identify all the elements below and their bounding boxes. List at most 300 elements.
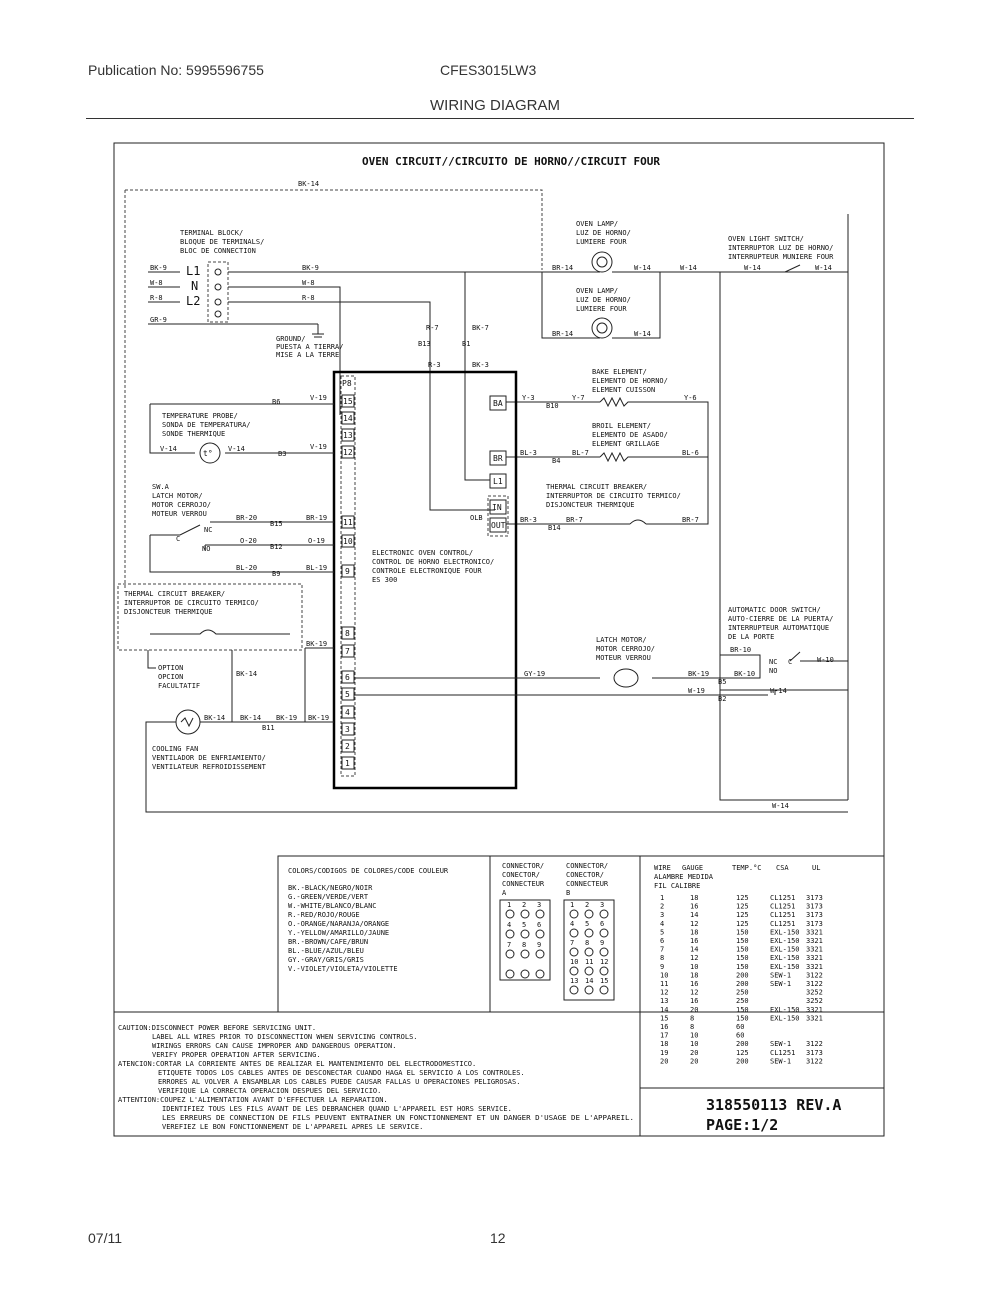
connector-pin-number: 7	[570, 939, 575, 947]
wire-table-cell: 200	[736, 1057, 749, 1066]
label-bk14-d: BK-14	[240, 714, 262, 722]
svg-text:P8: P8	[342, 379, 352, 388]
label-b10: B10	[546, 402, 559, 410]
label-b3: B3	[278, 450, 287, 458]
connector-pin-number: 8	[585, 939, 590, 947]
svg-text:ETIQUETE TODOS LOS CABLES ANTE: ETIQUETE TODOS LOS CABLES ANTES DE DESCONECTAR CUANDO HAGA EL SERVICIO A LOS CONTROLES.	[158, 1069, 525, 1077]
label-gr9: GR-9	[150, 316, 167, 324]
label-w14-d: W-14	[744, 264, 761, 272]
label-b2: B2	[718, 695, 727, 703]
label-w8-left: W-8	[150, 279, 163, 287]
wire-table-cell: 60	[736, 1031, 745, 1040]
connector-pin-number: 9	[600, 939, 605, 947]
wire-table-cell: 4	[660, 919, 665, 928]
wire-table-cell: 14	[660, 1005, 669, 1014]
diagram-title: OVEN CIRCUIT//CIRCUITO DE HORNO//CIRCUIT FOUR	[362, 155, 661, 168]
svg-text:CONECTOR/: CONECTOR/	[502, 871, 540, 879]
relay-pins	[470, 396, 508, 536]
wire-table-cell: 8	[660, 954, 665, 963]
wire-table-cell: 250	[736, 988, 749, 997]
label-w14-a: W-14	[634, 264, 651, 272]
label-b4: B4	[552, 457, 561, 465]
wire-table-cell: 3321	[806, 1014, 823, 1023]
connector-pin	[536, 930, 544, 938]
wire-table-cell: EXL-150	[770, 954, 800, 963]
label-br14-b: BR-14	[552, 330, 574, 338]
svg-text:UL: UL	[812, 864, 821, 872]
label-w19: W-19	[688, 687, 705, 695]
label-b1: B1	[462, 340, 471, 348]
label-bl3: BL-3	[520, 449, 537, 457]
label-br7-a: BR-7	[566, 516, 583, 524]
label-v14-b: V-14	[228, 445, 245, 453]
svg-text:BK.-BLACK/NEGRO/NOIR: BK.-BLACK/NEGRO/NOIR	[288, 884, 373, 892]
wire-table-cell: 125	[736, 894, 749, 902]
wire-table-cell: 3122	[806, 980, 823, 988]
ground-label-1: GROUND/	[276, 335, 306, 343]
svg-text:CONNECTOR/: CONNECTOR/	[566, 862, 609, 870]
wire-gauge-table	[654, 864, 823, 1065]
cooling-fan-label-2: VENTILADOR DE ENFRIAMIENTO/	[152, 754, 266, 762]
label-y6: Y-6	[684, 394, 697, 402]
label-w14-f: W-14	[772, 802, 789, 810]
thermal-breaker-right-2: INTERRUPTOR DE CIRCUITO TERMICO/	[546, 492, 681, 500]
label-b5: B5	[718, 678, 727, 686]
broil-element-label-3: ELEMENT GRILLAGE	[592, 440, 660, 448]
connector-pin	[585, 948, 593, 956]
svg-text:FIL CALIBRE: FIL CALIBRE	[654, 882, 701, 890]
wire-table-cell: 200	[736, 980, 749, 988]
wire-table-cell: 3122	[806, 971, 823, 980]
ground-label-2: PUESTA A TIERRA/	[276, 343, 344, 351]
wire-table-cell: 3321	[806, 937, 823, 945]
label-door-nc: NC	[769, 658, 778, 666]
control-pin-strip	[341, 376, 355, 776]
label-door-c: C	[788, 658, 793, 666]
connector-pin	[600, 929, 608, 937]
connector-pin-number: 5	[522, 921, 527, 929]
label-b14: B14	[548, 524, 561, 532]
svg-text:6: 6	[345, 673, 350, 682]
label-w14-c: W-14	[634, 330, 651, 338]
wire-table-cell: 200	[736, 1040, 749, 1049]
svg-text:INTERRUPTEUR MUNIERE FOUR: INTERRUPTEUR MUNIERE FOUR	[728, 253, 834, 261]
label-w14-e: W-14	[815, 264, 832, 272]
wire-table-cell: 17	[660, 1031, 669, 1040]
label-v14-a: V-14	[160, 445, 177, 453]
connector-pin-number: 12	[600, 958, 609, 966]
wire-table-cell: EXL-150	[770, 962, 800, 971]
wire-table-cell: 18	[690, 971, 699, 980]
wire-table-cell: 12	[690, 954, 699, 963]
connector-pin	[585, 986, 593, 994]
wire-table-cell: 3321	[806, 1005, 823, 1014]
terminal-l2: L2	[186, 294, 201, 308]
wire-table-cell: 150	[736, 945, 749, 954]
caution-notes	[118, 1024, 634, 1131]
footer-page-number: 12	[490, 1230, 506, 1246]
wire-table-cell: CL1251	[770, 894, 796, 902]
label-bk10: BK-10	[734, 670, 756, 678]
svg-text:BA: BA	[493, 399, 503, 408]
wire-table-cell: CL1251	[770, 911, 796, 920]
svg-text:OVEN LAMP/: OVEN LAMP/	[576, 220, 619, 228]
latch-switch-label-4: MOTEUR VERROU	[152, 510, 207, 518]
svg-text:12: 12	[343, 448, 353, 457]
wire-table-cell: SEW-1	[770, 971, 792, 980]
connector-pin	[521, 930, 529, 938]
model-number: CFES3015LW3	[440, 62, 537, 78]
connector-pin-number: 4	[507, 921, 512, 929]
publication-number: Publication No: 5995596755	[88, 62, 264, 78]
option-label-2: OPCION	[158, 673, 184, 681]
broil-element-label-2: ELEMENTO DE ASADO/	[592, 431, 668, 439]
wire-table-cell: 3	[660, 911, 665, 920]
label-bk7: BK-7	[472, 324, 489, 332]
connector-pin-number: 13	[570, 977, 579, 985]
wire-table-cell: 14	[690, 911, 699, 920]
wire-table-cell: 6	[660, 937, 665, 945]
terminal-block-label-2: BLOQUE DE TERMINALS/	[180, 238, 265, 246]
svg-text:Y.-YELLOW/AMARILLO/JAUNE: Y.-YELLOW/AMARILLO/JAUNE	[288, 929, 390, 937]
svg-text:CAUTION:DISCONNECT POWER BEFOR: CAUTION:DISCONNECT POWER BEFORE SERVICING UNIT.	[118, 1024, 317, 1032]
wire-table-cell: 3173	[806, 1048, 823, 1057]
connector-pin-number: 1	[507, 901, 512, 909]
svg-text:GAUGE: GAUGE	[682, 864, 704, 872]
wire-table-cell: 3252	[806, 997, 823, 1006]
colors-title: COLORS/CODIGOS DE COLORES/CODE COULEUR	[288, 867, 449, 875]
ground-symbol	[312, 324, 324, 337]
svg-text:L1: L1	[493, 477, 503, 486]
wire-table-cell: EXL-150	[770, 1005, 800, 1014]
wire-table-cell: 3173	[806, 902, 823, 911]
wire-table-cell: 10	[660, 971, 669, 980]
svg-text:1: 1	[345, 759, 350, 768]
door-switch-label-4: DE LA PORTE	[728, 633, 775, 641]
svg-text:W.-WHITE/BLANCO/BLANC: W.-WHITE/BLANCO/BLANC	[288, 902, 377, 910]
footer-date: 07/11	[88, 1230, 122, 1246]
connector-pin	[506, 930, 514, 938]
svg-text:4: 4	[345, 708, 350, 717]
wire-table-cell: 3173	[806, 894, 823, 902]
wire-table-cell: 8	[690, 1023, 695, 1031]
svg-text:INTERRUPTOR LUZ DE HORNO/: INTERRUPTOR LUZ DE HORNO/	[728, 244, 834, 252]
svg-text:10: 10	[343, 537, 353, 546]
door-switch-label-2: AUTO-CIERRE DE LA PUERTA/	[728, 615, 834, 623]
svg-text:ATTENTION:COUPEZ L'ALIMENTATIO: ATTENTION:COUPEZ L'ALIMENTATION AVANT D'EFFECTUER LA REPARATION.	[118, 1096, 388, 1104]
label-gy19: GY-19	[524, 670, 546, 678]
thermal-breaker-left-1: THERMAL CIRCUIT BREAKER/	[124, 590, 226, 598]
control-label-4: ES 300	[372, 576, 398, 584]
label-b6: B6	[272, 398, 281, 406]
option-label-1: OPTION	[158, 664, 184, 672]
svg-text:LUMIERE FOUR: LUMIERE FOUR	[576, 305, 627, 313]
wire-table-cell: 150	[736, 962, 749, 971]
connector-pin	[600, 948, 608, 956]
latch-motor-symbol	[614, 669, 638, 687]
label-bk3: BK-3	[472, 361, 489, 369]
label-bk14-b: BK-14	[236, 670, 258, 678]
label-w14-b: W-14	[680, 264, 697, 272]
cooling-fan-symbol	[176, 710, 200, 734]
wire-table-cell: CL1251	[770, 919, 796, 928]
wire-table-cell: 16	[690, 980, 699, 988]
latch-switch-label-2: LATCH MOTOR/	[152, 492, 203, 500]
svg-text:9: 9	[345, 567, 350, 576]
svg-text:BR: BR	[493, 454, 503, 463]
section-title: WIRING DIAGRAM	[430, 97, 560, 114]
connector-pin	[570, 948, 578, 956]
cooling-fan-label-1: COOLING FAN	[152, 745, 199, 753]
wire-table-cell: 20	[660, 1057, 669, 1066]
wire-table-cell: 3122	[806, 1057, 823, 1066]
wire-table-cell: SEW-1	[770, 1057, 792, 1066]
label-bk19-b: BK-19	[276, 714, 298, 722]
connector-pin-number: 9	[537, 941, 542, 949]
svg-text:LABEL ALL WIRES PRIOR TO DISCO: LABEL ALL WIRES PRIOR TO DISCONNECTION WHEN SERVICING CONTROLS.	[152, 1033, 418, 1041]
label-bk19-c: BK-19	[308, 714, 330, 722]
connector-pin-number: 8	[522, 941, 527, 949]
wire-r7	[340, 302, 495, 510]
thermal-breaker-left	[150, 630, 290, 634]
oven-lamp-top	[576, 220, 631, 272]
svg-text:2: 2	[345, 742, 350, 751]
label-r7: R-7	[426, 324, 439, 332]
label-br20: BR-20	[236, 514, 258, 522]
label-b11: B11	[262, 724, 275, 732]
label-nc: NC	[204, 526, 213, 534]
svg-text:14: 14	[343, 414, 353, 423]
wire-table-cell: 15	[660, 1014, 669, 1023]
probe-t-symbol: t°	[203, 449, 213, 458]
svg-text:WIRE: WIRE	[654, 864, 671, 872]
label-b13: B13	[418, 340, 431, 348]
wire-table-cell: SEW-1	[770, 980, 792, 988]
color-legend	[288, 884, 398, 973]
wire-table-cell: EXL-150	[770, 937, 800, 945]
label-w10: W-10	[817, 656, 834, 664]
label-bl7: BL-7	[572, 449, 589, 457]
connector-pin	[570, 967, 578, 975]
wire-table-cell: 5	[660, 928, 665, 937]
wire-table-cell: 12	[690, 919, 699, 928]
svg-text:V.-VIOLET/VIOLETA/VIOLETTE: V.-VIOLET/VIOLETA/VIOLETTE	[288, 965, 398, 973]
label-w8: W-8	[302, 279, 315, 287]
wire-table-cell: 150	[736, 954, 749, 963]
label-w14-g: W-14	[770, 687, 787, 695]
label-br19: BR-19	[306, 514, 328, 522]
wire-table-cell: CL1251	[770, 902, 796, 911]
wire-table-cell: 12	[660, 988, 669, 997]
connector-pin	[536, 910, 544, 918]
svg-text:CSA: CSA	[776, 864, 789, 872]
label-b15: B15	[270, 520, 283, 528]
connector-pin-number: 4	[570, 920, 575, 928]
wire-table-cell: 150	[736, 1014, 749, 1023]
connector-pin-number: 5	[585, 920, 590, 928]
wire-table-cell: EXL-150	[770, 928, 800, 937]
svg-text:VERIFIQUE LA CORRECTA OPERACIO: VERIFIQUE LA CORRECTA OPERACION DESPUES DEL SERVICIO.	[158, 1087, 382, 1095]
connector-pin	[570, 910, 578, 918]
connector-pin-number: 2	[522, 901, 527, 909]
wire-table-cell: 200	[736, 971, 749, 980]
svg-text:11: 11	[343, 518, 353, 527]
connector-pin	[570, 986, 578, 994]
svg-text:VEREFIEZ LE BON FONCTIONNEMENT: VEREFIEZ LE BON FONCTIONNEMENT DE L'APPAREIL APRES LE SERVICE.	[162, 1123, 424, 1131]
label-v19-a: V-19	[310, 394, 327, 402]
label-bl19: BL-19	[306, 564, 328, 572]
svg-text:B: B	[566, 889, 571, 897]
wire-table-cell: 16	[690, 937, 699, 945]
svg-text:3: 3	[345, 725, 350, 734]
control-label-2: CONTROL DE HORNO ELECTRONICO/	[372, 558, 495, 566]
control-label-3: CONTROLE ELECTRONIQUE FOUR	[372, 567, 482, 575]
wire-table-cell: 3173	[806, 911, 823, 920]
label-bk19-d: BK-19	[688, 670, 710, 678]
label-br7-b: BR-7	[682, 516, 699, 524]
svg-text:7: 7	[345, 647, 350, 656]
svg-text:15: 15	[343, 397, 353, 406]
label-o19: O-19	[308, 537, 325, 545]
connector-pin-number: 15	[600, 977, 609, 985]
wire-table-cell: CL1251	[770, 1048, 796, 1057]
thermal-breaker-right-1: THERMAL CIRCUIT BREAKER/	[546, 483, 648, 491]
svg-text:CONNECTEUR: CONNECTEUR	[566, 880, 609, 888]
label-br3: BR-3	[520, 516, 537, 524]
wire-table-cell: 18	[690, 928, 699, 937]
connector-pin-number: 11	[585, 958, 594, 966]
bake-element-label-2: ELEMENTO DE HORNO/	[592, 377, 668, 385]
wire-table-cell: 8	[690, 1014, 695, 1023]
connector-pin	[536, 950, 544, 958]
label-bk9-left: BK-9	[150, 264, 167, 272]
page-indicator: PAGE:1/2	[706, 1116, 779, 1134]
part-number: 318550113 REV.A	[706, 1096, 842, 1114]
wire-table-cell: 16	[660, 1023, 669, 1031]
svg-text:LUZ DE HORNO/: LUZ DE HORNO/	[576, 296, 631, 304]
connector-pin	[585, 967, 593, 975]
wire-table-cell: 150	[736, 1005, 749, 1014]
svg-text:BL.-BLUE/AZUL/BLEU: BL.-BLUE/AZUL/BLEU	[288, 947, 364, 955]
label-br10: BR-10	[730, 646, 752, 654]
connector-pin	[521, 910, 529, 918]
probe-label-1: TEMPERATURE PROBE/	[162, 412, 238, 420]
wire-table-cell: 10	[690, 962, 699, 971]
label-no: NO	[202, 545, 211, 553]
connector-pin	[506, 970, 514, 978]
wire-table-cell: 16	[690, 997, 699, 1006]
wire-table-cell: 19	[660, 1048, 669, 1057]
connector-pin	[600, 967, 608, 975]
option-label-3: FACULTATIF	[158, 682, 201, 690]
connector-pin	[585, 910, 593, 918]
terminal-block	[180, 229, 264, 322]
wire-table-cell: 20	[690, 1057, 699, 1066]
svg-text:CONNECTOR/: CONNECTOR/	[502, 862, 545, 870]
terminal-block-label-1: TERMINAL BLOCK/	[180, 229, 244, 237]
wire-table-cell: 3321	[806, 954, 823, 963]
connector-pin-number: 6	[537, 921, 542, 929]
wire-table-cell: 7	[660, 945, 665, 954]
wire-table-cell: 3122	[806, 1040, 823, 1049]
control-label-1: ELECTRONIC OVEN CONTROL/	[372, 549, 474, 557]
wire-table-cell: 60	[736, 1023, 745, 1031]
wire-table-cell: EXL-150	[770, 1014, 800, 1023]
connector-pin-number: 2	[585, 901, 590, 909]
connector-pin-number: 3	[537, 901, 542, 909]
terminal-block-label-3: BLOC DE CONNECTION	[180, 247, 256, 255]
connector-pin	[521, 970, 529, 978]
svg-text:A: A	[502, 889, 507, 897]
svg-text:OVEN LAMP/: OVEN LAMP/	[576, 287, 619, 295]
svg-text:CONNECTEUR: CONNECTEUR	[502, 880, 545, 888]
bake-element-label-1: BAKE ELEMENT/	[592, 368, 647, 376]
connector-pin-number: 6	[600, 920, 605, 928]
wire-table-cell: 20	[690, 1048, 699, 1057]
label-bk19-a: BK-19	[306, 640, 328, 648]
wire-table-cell: 11	[660, 980, 669, 988]
connector-pin-number: 10	[570, 958, 579, 966]
ground-label-3: MISE A LA TERRE	[276, 351, 340, 359]
svg-text:G.-GREEN/VERDE/VERT: G.-GREEN/VERDE/VERT	[288, 893, 369, 901]
latch-motor-label-3: MOTEUR VERROU	[596, 654, 651, 662]
wire-table-cell: 20	[690, 1005, 699, 1014]
broil-element-label-1: BROIL ELEMENT/	[592, 422, 652, 430]
wire-table-cell: 125	[736, 911, 749, 920]
wire-table-cell: 150	[736, 928, 749, 937]
wire-table-cell: 2	[660, 902, 665, 911]
svg-text:TEMP.°C: TEMP.°C	[732, 864, 762, 872]
svg-text:LUMIERE FOUR: LUMIERE FOUR	[576, 238, 627, 246]
label-v19-b: V-19	[310, 443, 327, 451]
wire-table-cell: 10	[690, 1031, 699, 1040]
label-bl6: BL-6	[682, 449, 699, 457]
connector-pin	[536, 970, 544, 978]
connector-pin-number: 1	[570, 901, 575, 909]
door-switch-label-1: AUTOMATIC DOOR SWITCH/	[728, 606, 821, 614]
svg-text:LES ERREURS DE CONNECTION DE F: LES ERREURS DE CONNECTION DE FILS PEUVENT ENTRAINER UN FONCTIONNEMENT ET UN DANGER D'USAGE DE L'APPAREIL.	[162, 1114, 634, 1122]
svg-text:R.-RED/ROJO/ROUGE: R.-RED/ROJO/ROUGE	[288, 911, 360, 919]
wire-table-cell: EXL-150	[770, 945, 800, 954]
label-bk14-c: BK-14	[204, 714, 226, 722]
wire-table-cell: 125	[736, 1048, 749, 1057]
label-b9: B9	[272, 570, 281, 578]
cooling-fan-label-3: VENTILATEUR REFROIDISSEMENT	[152, 763, 266, 771]
terminal-l1: L1	[186, 264, 201, 278]
svg-text:OUT: OUT	[491, 521, 506, 530]
label-y7: Y-7	[572, 394, 585, 402]
svg-text:GY.-GRAY/GRIS/GRIS: GY.-GRAY/GRIS/GRIS	[288, 956, 364, 964]
label-c: C	[176, 535, 181, 543]
label-y3: Y-3	[522, 394, 535, 402]
thermal-breaker-left-3: DISJONCTEUR THERMIQUE	[124, 608, 213, 616]
wire-table-cell: 250	[736, 997, 749, 1006]
svg-text:CONECTOR/: CONECTOR/	[566, 871, 604, 879]
connector-pin	[506, 910, 514, 918]
wire-table-cell: 3173	[806, 919, 823, 928]
connector-pin-number: 3	[600, 901, 605, 909]
svg-text:5: 5	[345, 690, 350, 699]
svg-text:LUZ DE HORNO/: LUZ DE HORNO/	[576, 229, 631, 237]
label-br14-a: BR-14	[552, 264, 574, 272]
svg-text:ERRORES AL VOLVER A ENSAMBLAR: ERRORES AL VOLVER A ENSAMBLAR LOS CABLES PUEDE CAUSAR FALLAS U OPERACIONES PELIGROSAS.	[158, 1078, 521, 1086]
door-switch-label-3: INTERRUPTEUR AUTOMATIQUE	[728, 624, 830, 632]
label-o20: O-20	[240, 537, 257, 545]
wire-table-cell: SEW-1	[770, 1040, 792, 1049]
svg-text:VERIFY PROPER OPERATION AFTER: VERIFY PROPER OPERATION AFTER SERVICING.	[152, 1051, 321, 1059]
wire-table-cell: 13	[660, 997, 669, 1006]
svg-text:8: 8	[345, 629, 350, 638]
